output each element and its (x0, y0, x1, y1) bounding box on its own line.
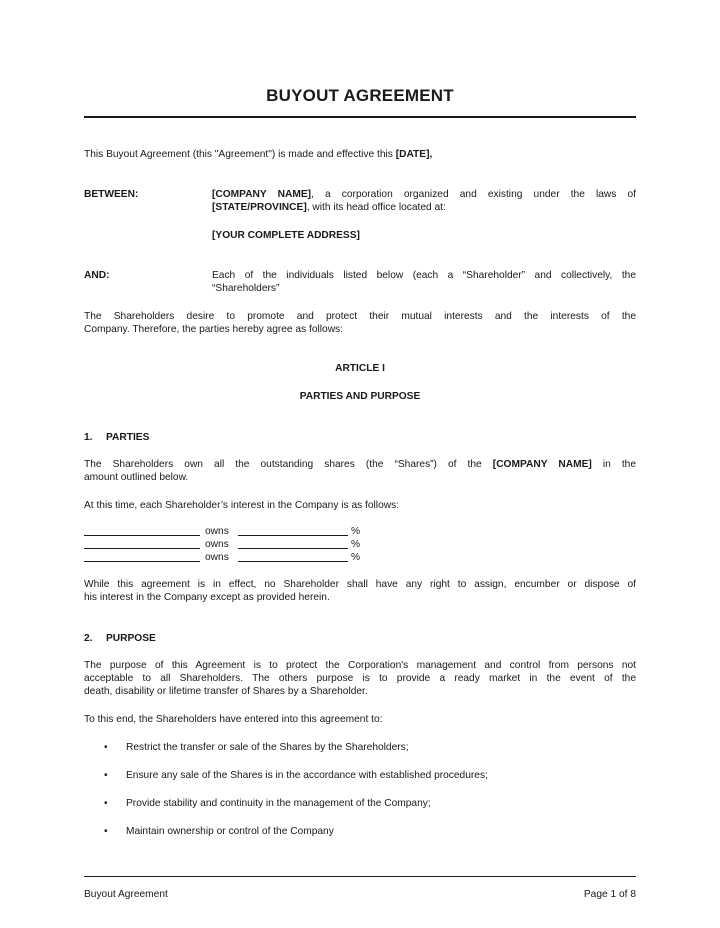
bullet-icon: • (104, 798, 108, 809)
section-1-number: 1. (84, 432, 93, 443)
document-title: BUYOUT AGREEMENT (266, 86, 454, 105)
bullet-text: Restrict the transfer or sale of the Shares by the Shareholders; (126, 742, 409, 753)
shareholder-name-blank[interactable] (84, 525, 200, 536)
between-line-1 (212, 188, 636, 201)
bullet-icon: • (104, 742, 108, 753)
shareholder-name-blank[interactable] (84, 538, 200, 549)
shareholder-shares-blank[interactable] (238, 538, 348, 549)
article-number: ARTICLE I (335, 363, 385, 374)
section-2-number: 2. (84, 633, 93, 644)
owns-label: owns (205, 526, 229, 537)
owns-label: owns (205, 552, 229, 563)
and-line-2: “Shareholders” (212, 283, 280, 294)
and-line-1: Each of the individuals listed below (each a “Shareholder” and collectively, the (212, 270, 636, 281)
recital-line-2: Company. Therefore, the parties hereby agree as follows: (84, 324, 343, 335)
section-1-title: PARTIES (106, 432, 150, 443)
between-text-2: , with its head office located at: (306, 202, 446, 213)
section-1-heading (84, 431, 149, 444)
shareholder-shares-blank[interactable] (238, 525, 348, 536)
section-2-p1-line-2: acceptable to all Shareholders. The others purpose is to provide a ready market in the event of the (84, 673, 636, 684)
section-2-paragraph-1 (84, 659, 636, 698)
percent-label: % (351, 539, 361, 550)
and-label: AND: (84, 270, 110, 281)
owns-label: owns (205, 539, 229, 550)
bullet-icon: • (104, 826, 108, 837)
percent-label: % (351, 526, 361, 537)
shareholder-shares-blank[interactable] (238, 551, 348, 562)
bullet-text: Ensure any sale of the Shares is in the accordance with established procedures; (126, 770, 488, 781)
article-name: PARTIES AND PURPOSE (299, 391, 421, 402)
section-2-paragraph-2: To this end, the Shareholders have entered into this agreement to: (84, 714, 383, 725)
bullet-text: Maintain ownership or control of the Company (126, 826, 334, 837)
and-text (212, 269, 636, 295)
footer-page-number: Page 1 of 8 (583, 889, 636, 900)
section-1-paragraph-1 (84, 458, 636, 484)
section-1-p1-line-2: amount outlined below. (84, 472, 189, 483)
section-1-p1-line-1 (84, 458, 636, 471)
shareholder-row (84, 525, 444, 538)
intro-paragraph (84, 148, 636, 161)
section-2-heading (84, 632, 156, 645)
percent-label: % (351, 552, 361, 563)
section-1-p1-after: in the (591, 459, 636, 470)
footer-rule (84, 876, 636, 877)
intro-text: This Buyout Agreement (this "Agreement") is made and effective this (84, 149, 396, 160)
between-text (212, 188, 636, 214)
title-rule (84, 116, 636, 118)
section-1-paragraph-2: At this time, each Shareholder’s interest in the Company is as follows: (84, 500, 400, 511)
section-1-paragraph-3 (84, 578, 636, 604)
between-line-2 (212, 201, 636, 214)
section-2-title: PURPOSE (106, 633, 156, 644)
section-2-p1-line-3: death, disability or lifetime transfer of Shares by a Shareholder. (84, 686, 368, 697)
intro-date-placeholder: [DATE], (395, 149, 433, 160)
shareholder-row (84, 551, 444, 564)
between-text-1: , a corporation organized and existing under the laws of (311, 189, 636, 200)
footer-document-name: Buyout Agreement (84, 889, 168, 900)
between-label: BETWEEN: (84, 189, 139, 200)
bullet-text: Provide stability and continuity in the management of the Company; (126, 798, 431, 809)
section-1-p1-text: The Shareholders own all the outstanding shares (the “Shares”) of the (84, 459, 493, 470)
recital-paragraph (84, 310, 636, 336)
section-2-p1-line-1: The purpose of this Agreement is to protect the Corporation's management and control from persons not (84, 660, 636, 671)
section-1-p3-line-2: his interest in the Company except as provided herein. (84, 592, 330, 603)
shareholder-name-blank[interactable] (84, 551, 200, 562)
address-placeholder: [YOUR COMPLETE ADDRESS] (212, 230, 360, 241)
section-1-company-placeholder: [COMPANY NAME] (492, 459, 592, 470)
company-name-placeholder: [COMPANY NAME] (212, 189, 312, 200)
section-1-p3-line-1: While this agreement is in effect, no Shareholder shall have any right to assign, encumber or dispose of (84, 579, 636, 590)
recital-line-1: The Shareholders desire to promote and protect their mutual interests and the interests of the (84, 311, 636, 322)
shareholder-row (84, 538, 444, 551)
bullet-icon: • (104, 770, 108, 781)
state-province-placeholder: [STATE/PROVINCE] (212, 202, 307, 213)
